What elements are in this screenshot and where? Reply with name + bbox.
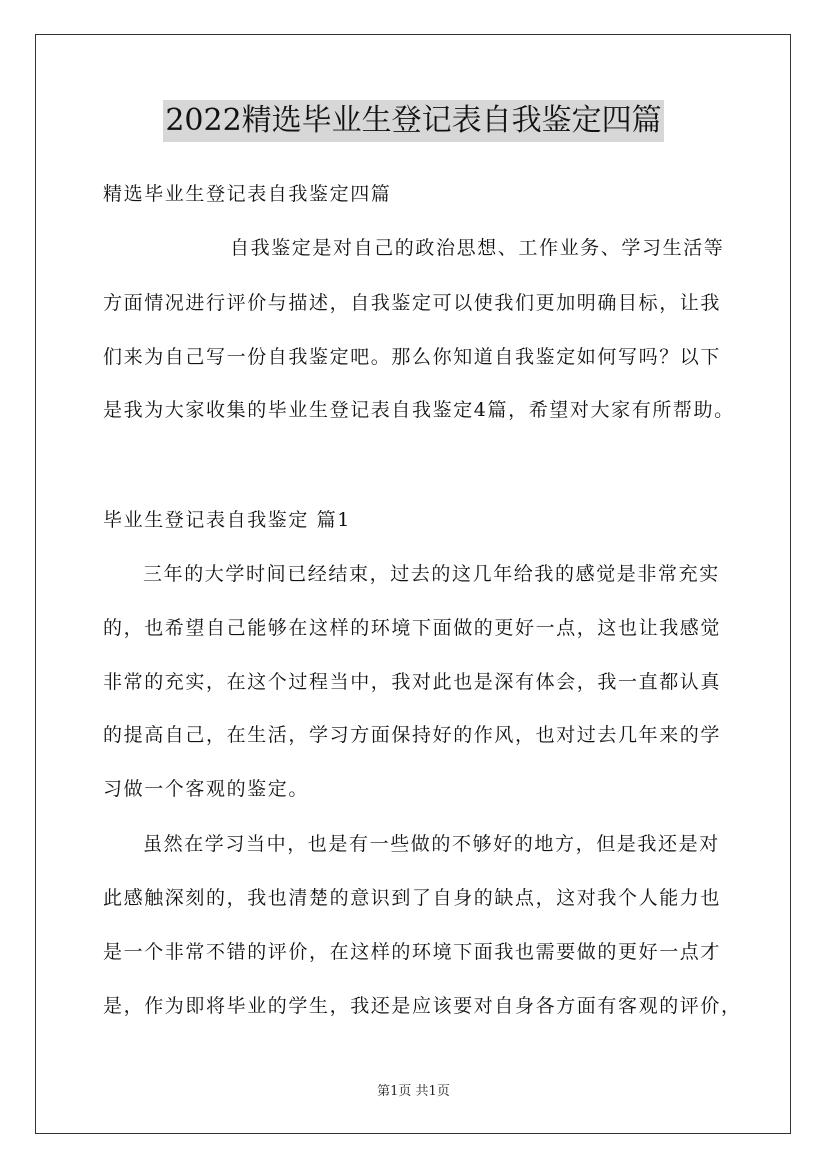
intro-line: 是我为大家收集的毕业生登记表自我鉴定4篇，希望对大家有所帮助。: [103, 399, 735, 421]
paragraph-line: 是，作为即将毕业的学生，我还是应该要对自身各方面有客观的评价，: [103, 995, 742, 1017]
paragraph-line: 是一个非常不错的评价，在这样的环境下面我也需要做的更好一点才: [103, 941, 722, 963]
paragraph-line: 非常的充实，在这个过程当中，我对此也是深有体会，我一直都认真: [103, 671, 722, 693]
paragraph-line: 的，也希望自己能够在这样的环境下面做的更好一点，这也让我感觉: [103, 617, 722, 639]
document-title: 2022精选毕业生登记表自我鉴定四篇: [163, 100, 663, 142]
intro-line: 自我鉴定是对自己的政治思想、工作业务、学习生活等: [230, 237, 725, 259]
paragraph-line: 习做一个客观的鉴定。: [103, 778, 310, 800]
title-wrap: [0, 100, 827, 142]
paragraph-line: 三年的大学时间已经结束，过去的这几年给我的感觉是非常充实: [143, 563, 720, 585]
paragraph-line: 虽然在学习当中，也是有一些做的不够好的地方，但是我还是对: [143, 833, 720, 855]
paragraph-line: 此感触深刻的，我也清楚的意识到了自身的缺点，这对我个人能力也: [103, 887, 722, 909]
document-subtitle: 精选毕业生登记表自我鉴定四篇: [103, 183, 392, 205]
section-heading: 毕业生登记表自我鉴定 篇1: [103, 509, 351, 531]
intro-line: 方面情况进行评价与描述，自我鉴定可以使我们更加明确目标，让我: [103, 292, 722, 314]
intro-line: 们来为自己写一份自我鉴定吧。那么你知道自我鉴定如何写吗？以下: [103, 346, 722, 368]
paragraph-line: 的提高自己，在生活，学习方面保持好的作风，也对过去几年来的学: [103, 724, 722, 746]
page-footer: 第1页 共1页: [377, 1084, 450, 1099]
